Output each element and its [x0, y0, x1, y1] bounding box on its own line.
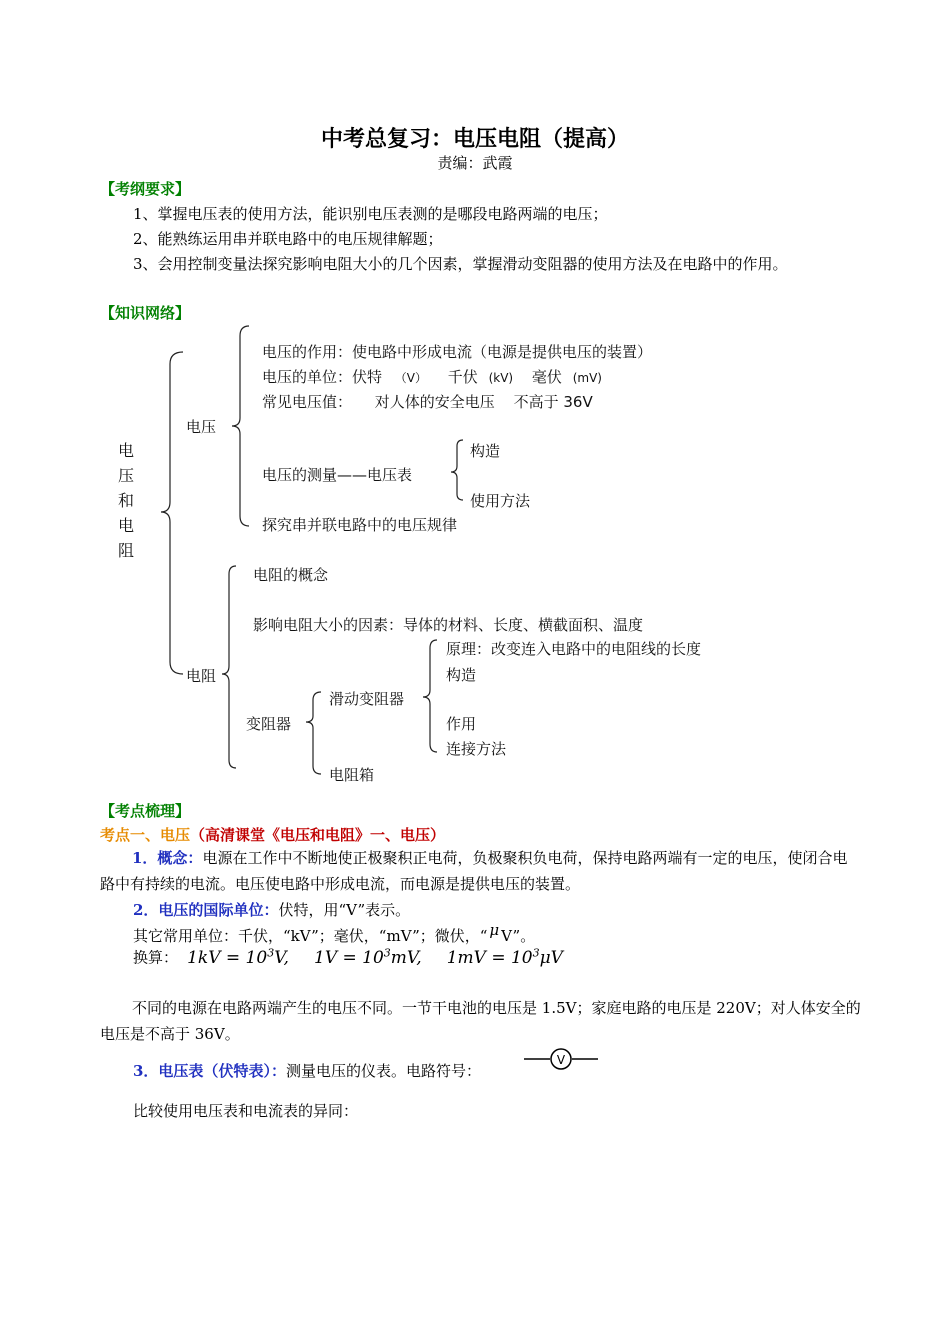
brace-measure — [451, 440, 463, 500]
mu-symbol: μ — [489, 921, 500, 939]
section-syllabus: 【考纲要求】 — [100, 180, 191, 198]
node-voltage-common: 常见电压值： 对人体的安全电压 不高于 36V — [262, 393, 593, 411]
point1-compare: 比较使用电压表和电流表的异同： — [133, 1102, 359, 1120]
node-slider-principle: 原理：改变连入电路中的电阻线的长度 — [446, 640, 702, 658]
conversion-1: $1kV = 10^3V$, — [187, 946, 289, 968]
node-resistance: 电阻 — [186, 667, 217, 685]
point1-concept: 1．概念：电源在工作中不断地使正极聚积正电荷，负极聚积负电荷，保持电路两端有一定的电压，使闭合电路中有持续的电流。电压使电路中形成电流，而电源是提供电压的装置。 — [100, 849, 848, 893]
voltmeter-symbol-icon — [524, 1046, 598, 1072]
node-rheostat: 变阻器 — [246, 715, 292, 733]
node-slider-structure: 构造 — [446, 666, 477, 684]
node-slider-role: 作用 — [446, 715, 477, 733]
brace-voltage — [232, 326, 249, 526]
point1-meter: 3．电压表（伏特表）：测量电压的仪表。电路符号： — [133, 1062, 481, 1080]
node-resistance-concept: 电阻的概念 — [253, 566, 329, 584]
section-points: 【考点梳理】 — [100, 802, 191, 820]
editor-line: 责编：武霞 — [437, 154, 513, 172]
brace-resistance — [222, 566, 236, 768]
brace-root — [161, 352, 183, 674]
node-resistance-factors: 影响电阻大小的因素：导体的材料、长度、横截面积、温度 — [253, 616, 644, 634]
svg-text:V: V — [556, 1053, 566, 1067]
node-slider: 滑动变阻器 — [329, 690, 405, 708]
node-voltage-measure: 电压的测量——电压表 — [262, 466, 413, 484]
point1-conversion: 换算： $1kV = 10^3V$, $1V = 10^3mV$, $1mV = 10^3\mu V$ — [133, 946, 563, 968]
node-measure-usage: 使用方法 — [470, 492, 531, 510]
point1-unit: 2．电压的国际单位：伏特，用“V”表示。 — [133, 901, 411, 919]
syllabus-item-3: 3、会用控制变量法探究影响电阻大小的几个因素，掌握滑动变阻器的使用方法及在电路中的作用。 — [133, 255, 788, 273]
brace-rheostat — [306, 692, 321, 774]
page-title: 中考总复习：电压电阻（提高） — [320, 126, 629, 152]
section-network: 【知识网络】 — [100, 304, 191, 322]
node-voltage-function: 电压的作用：使电路中形成电流（电源是提供电压的装置） — [262, 343, 653, 361]
node-voltage: 电压 — [186, 418, 217, 436]
brace-slider — [423, 640, 437, 752]
node-measure-structure: 构造 — [470, 442, 501, 460]
mindmap-root: 电 压 和 电 阻 — [118, 441, 135, 560]
point1-other-units: 其它常用单位：千伏，“kV”；毫伏，“mV”；微伏，“ μ V”。 — [133, 921, 536, 945]
conversion-3: $1mV = 10^3\mu V$ — [446, 946, 563, 968]
node-slider-connection: 连接方法 — [446, 740, 507, 758]
syllabus-item-1: 1、掌握电压表的使用方法，能识别电压表测的是哪段电路两端的电压； — [133, 205, 608, 223]
point1-voltage-values: 不同的电源在电路两端产生的电压不同。一节干电池的电压是 1.5V；家庭电路的电压是 220V；对人体安全的电压是不高于 36V。 — [100, 999, 861, 1043]
syllabus-item-2: 2、能熟练运用串并联电路中的电压规律解题； — [133, 230, 443, 248]
point1-heading: 考点一、电压（高清课堂《电压和电阻》一、电压） — [100, 826, 446, 844]
conversion-2: $1V = 10^3mV$, — [314, 946, 422, 968]
node-resistance-box: 电阻箱 — [329, 766, 375, 784]
node-voltage-unit: 电压的单位：伏特 （V） 千伏 (kV) 毫伏 (mV) — [262, 368, 602, 386]
node-voltage-explore: 探究串并联电路中的电压规律 — [262, 516, 458, 534]
